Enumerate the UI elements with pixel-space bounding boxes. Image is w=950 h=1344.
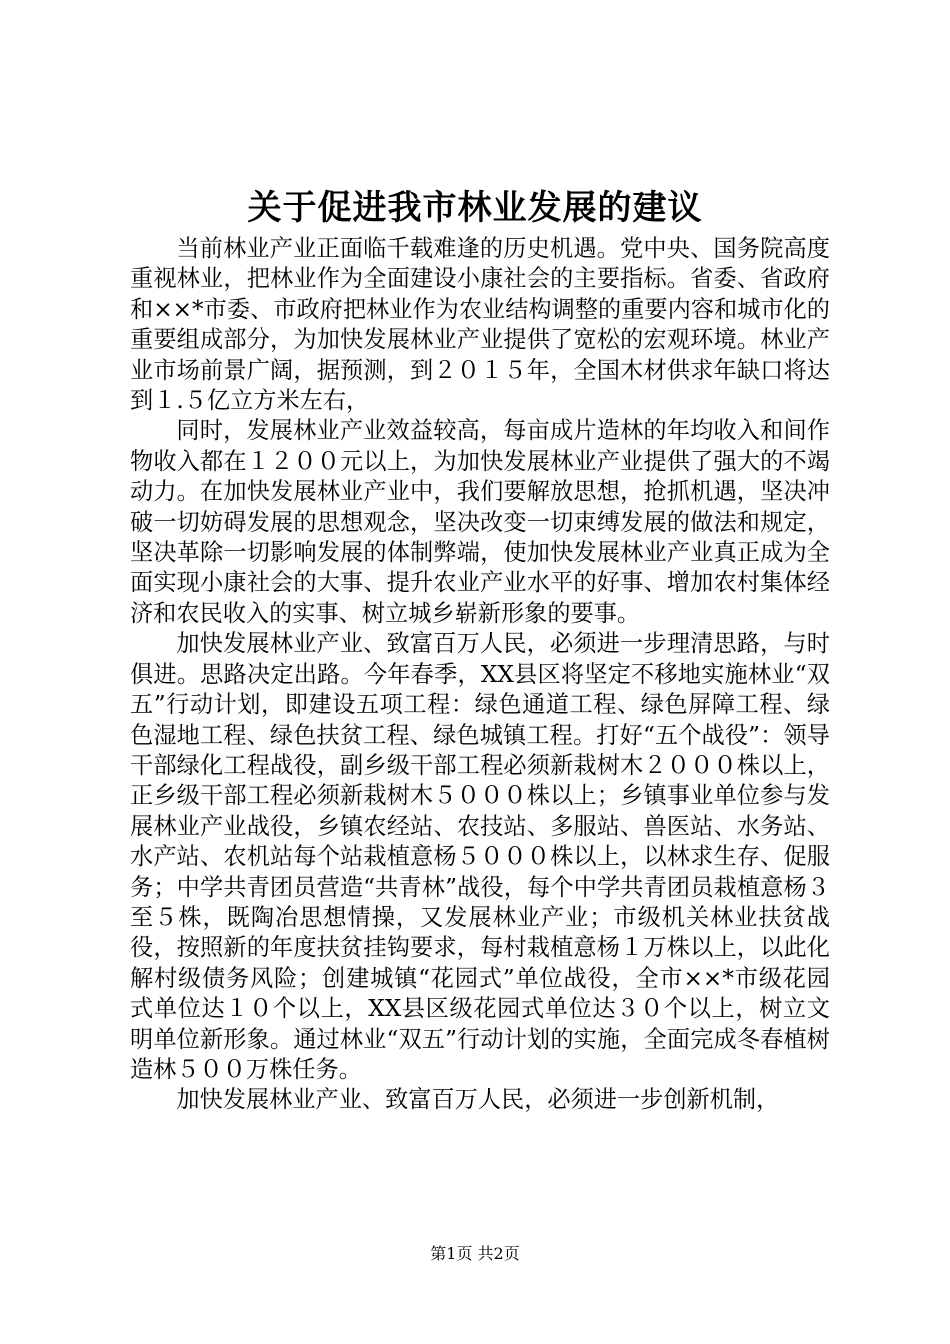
paragraph-3: 加快发展林业产业、致富百万人民，必须进一步理清思路，与时俱进。思路决定出路。今年春季，XX县区将坚定不移地实施林业“双五”行动计划，即建设五项工程：绿色通道工程、绿色屏障工程、绿色湿地工程、绿色扶贫工程、绿色城镇工程。打好“五个战役”：领导干部绿化工程战役，副乡级干部工程必须新栽树木２０００株以上，正乡级干部工程必须新栽树木５０００株以上；乡镇事业单位参与发展林业产业战役，乡镇农经站、农技站、多服站、兽医站、水务站、水产站、农机站每个站栽植意杨５０００株以上，以林求生存、促服务；中学共青团员营造“共青林”战役，每个中学共青团员栽植意杨３至５株，既陶冶思想情操，又发展林业产业；市级机关林业扶贫战役，按照新的年度扶贫挂钩要求，每村栽植意杨１万株以上，以此化解村级债务风险；创建城镇“花园式”单位战役，全市××*市级花园式单位达１０个以上，XX县区级花园式单位达３０个以上，树立文明单位新形象。通过林业“双五”行动计划的实施，全面完成冬春植树造林５００万株任务。 — [130, 630, 830, 1083]
paragraph-2: 同时，发展林业产业效益较高，每亩成片造林的年均收入和间作物收入都在１２００元以上，为加快发展林业产业提供了强大的不竭动力。在加快发展林业产业中，我们要解放思想，抢抓机遇，坚决冲破一切妨碍发展的思想观念，坚决改变一切束缚发展的做法和规定，坚决革除一切影响发展的体制弊端，使加快发展林业产业真正成为全面实现小康社会的大事、提升农业产业水平的好事、增加农村集体经济和农民收入的实事、树立城乡崭新形象的要事。 — [130, 417, 830, 627]
paragraph-1: 当前林业产业正面临千载难逢的历史机遇。党中央、国务院高度重视林业，把林业作为全面建设小康社会的主要指标。省委、省政府和××*市委、市政府把林业作为农业结构调整的重要内容和城市化的重要组成部分，为加快发展林业产业提供了宽松的宏观环境。林业产业市场前景广阔，据预测，到２０１５年，全国木材供求年缺口将达到１.５亿立方米左右， — [130, 235, 830, 415]
page-number-label: 第1页 共2页 — [430, 1244, 520, 1263]
paragraph-4: 加快发展林业产业、致富百万人民，必须进一步创新机制， — [176, 1086, 780, 1114]
page-footer — [0, 1244, 950, 1264]
document-body — [130, 234, 830, 1116]
document-title: 关于促进我市林业发展的建议 — [247, 188, 703, 228]
